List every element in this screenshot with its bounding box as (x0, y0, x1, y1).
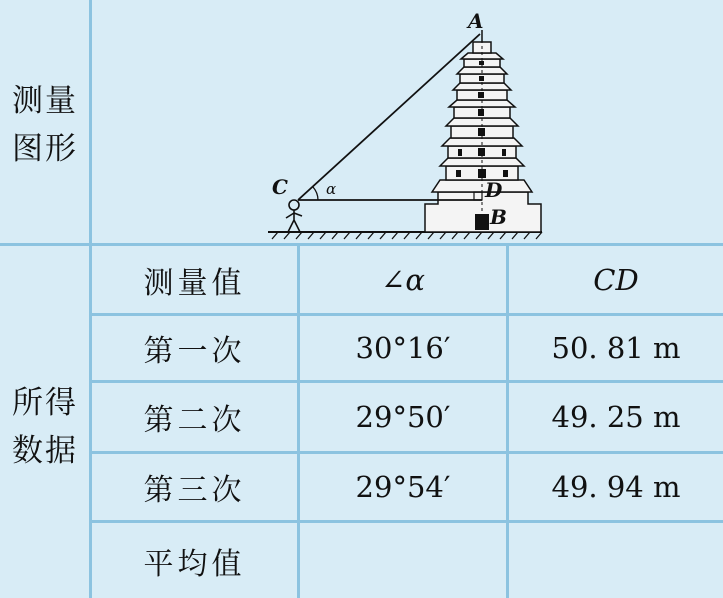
row-3-label: 第三次 (143, 473, 246, 508)
data-label-line2: 数据 (12, 433, 78, 469)
header-angle: ∠α (381, 262, 425, 297)
point-D-label: D (485, 178, 503, 202)
ground-hatching (272, 232, 542, 239)
point-A-label: A (468, 9, 484, 33)
row-3-angle: 29°54′ (355, 470, 451, 504)
observer-figure (286, 200, 302, 232)
row-2-cd: 49. 25 m (551, 400, 681, 434)
header-measurement: 测量值 (143, 265, 246, 301)
figure-section-label (0, 70, 90, 180)
angle-arc (313, 187, 318, 200)
row-1-angle: 30°16′ (355, 331, 451, 365)
data-section-label (0, 372, 90, 482)
header-cd: CD (593, 262, 639, 297)
angle-alpha-label: α (326, 180, 337, 198)
point-C-label: C (272, 175, 288, 199)
row-average-cd (509, 523, 723, 598)
row-3-cd: 49. 94 m (551, 470, 681, 504)
figure-label-line2: 图形 (12, 131, 78, 167)
row-average-angle (300, 523, 506, 598)
row-1-label: 第一次 (143, 334, 246, 369)
figure-label-line1: 测量 (12, 83, 78, 119)
row-2-angle: 29°50′ (355, 400, 451, 434)
row-2-label: 第二次 (143, 403, 246, 438)
data-label-line1: 所得 (12, 385, 78, 421)
row-1-cd: 50. 81 m (551, 331, 681, 365)
point-B-label: B (490, 205, 507, 229)
row-average-label: 平均值 (143, 546, 246, 582)
pagoda-figure (260, 4, 550, 242)
